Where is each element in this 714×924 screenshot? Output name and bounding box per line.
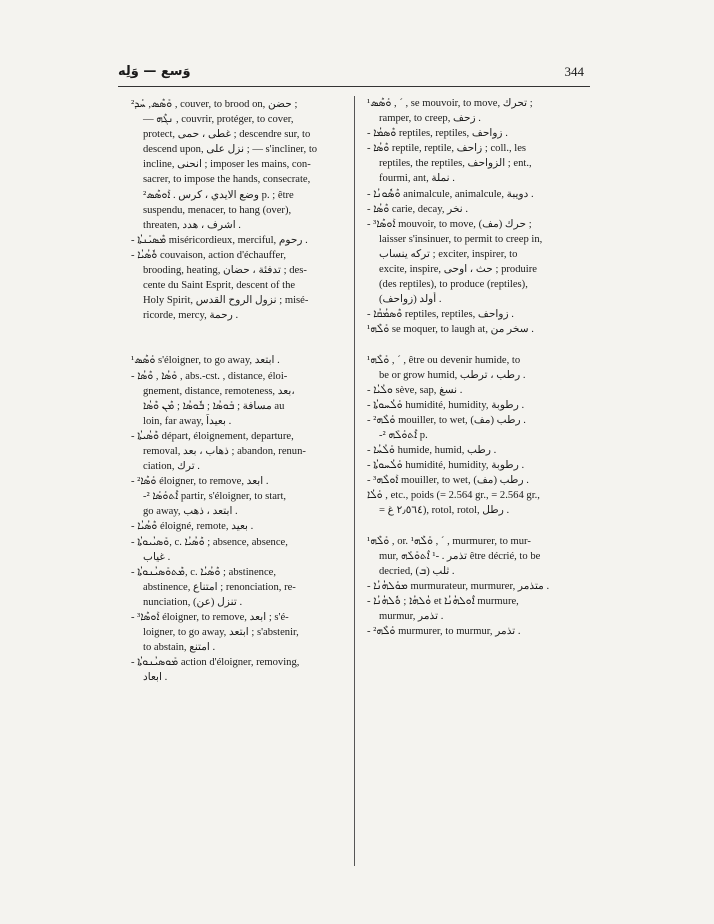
dictionary-entry xyxy=(367,534,581,579)
entry-line: - ³ܐܰܘܣܶܐ éloigner, to remove, ابعد ; s'é- xyxy=(131,612,289,623)
entry-line: mur, تذمر . -¹ ܐܶܬܘܰܠܰܗ être décrié, to be xyxy=(379,550,541,562)
entry-line: - ܘܰܠܳܚܳܐ humide, humid, رطب . xyxy=(367,445,497,457)
entry-line: ciation, ترك . xyxy=(143,461,200,473)
dictionary-entry xyxy=(367,217,581,308)
dictionary-entry xyxy=(367,443,581,458)
left-column xyxy=(131,97,346,685)
entry-line: -² ܐܶܬܘܰܠܰܗ p. xyxy=(379,429,428,441)
entry-line: ܘܰܠܳܐ , etc., poids (= 2.564 gr., = 2.564 gr., xyxy=(367,490,540,502)
entry-line: ابعاد . xyxy=(143,672,168,684)
entry-line: threaten, اشرف ، هدد . xyxy=(143,219,241,231)
entry-line: protect, غطى ، حمى ; descendre sur, to xyxy=(143,129,311,141)
entry-line: - ܘܶܣܳܐ reptile, reptile, زاحف ; coll., les xyxy=(367,143,527,155)
entry-line: = ٢٫٥٦٤ غ), rotol, rotol, رطل . xyxy=(379,505,510,517)
entry-line: - ܘܶܣܽܘܢܳܐ animalcule, animalcule, دويبة . xyxy=(367,188,534,200)
entry-line: - ܘܰܣܳܐ , ܘܶܣܳܐ , abs.-cst. , distance, éloi- xyxy=(131,370,288,382)
entry-gap xyxy=(367,519,581,534)
dictionary-entry xyxy=(367,307,581,322)
dictionary-entry xyxy=(131,519,346,534)
column-divider xyxy=(354,96,355,866)
entry-line: ²ܘܰܣܶܣ, ܚܰܕ , couver, to brood on, حضن ; xyxy=(131,99,298,110)
entry-line: ¹ܘܰܣܶܣ , ˊ , se mouvoir, to move, تحرك ; xyxy=(367,98,533,109)
dictionary-entry xyxy=(367,202,581,217)
dictionary-entry xyxy=(367,322,581,337)
entry-line: go away, ابتعد ، ذهب . xyxy=(143,506,238,518)
dictionary-entry xyxy=(367,187,581,202)
entry-line: loin, far away, بعيداً . xyxy=(143,415,232,427)
entry-line: -² ܐܶܬܘܰܣܰܐ partir, s'éloigner, to start, xyxy=(143,491,287,503)
entry-line: أولد (زواحف) . xyxy=(379,294,442,306)
dictionary-entry xyxy=(131,535,346,565)
dictionary-entry xyxy=(131,474,346,519)
entry-gap xyxy=(131,338,346,353)
dictionary-entry xyxy=(131,369,346,429)
entry-line: ¹ܘܰܠܶܗ , or. ¹ܘܰܠܶܗ , ˊ , murmurer, to mur- xyxy=(367,535,531,547)
dictionary-entry xyxy=(367,353,581,383)
entry-line: to abstain, امتنع . xyxy=(143,642,216,654)
entry-line: decried, (ܒ) ثلب . xyxy=(379,565,455,577)
dictionary-entry xyxy=(131,610,346,655)
dictionary-entry xyxy=(367,413,581,443)
entry-line: brooding, heating, تدفئة ، حضان ; des- xyxy=(143,265,307,277)
entry-line: - ܘܰܠܳܚܘܬܳܐ humidité, humidity, رطوبة . xyxy=(367,460,525,472)
dictionary-entry xyxy=(131,248,346,323)
entry-line: be or grow humid, رطب ، ترطب . xyxy=(379,369,526,381)
entry-gap xyxy=(367,338,581,353)
entry-line: ¹ܘܰܠܶܗ se moquer, to laugh at, سخر من . xyxy=(367,324,534,336)
entry-line: - ܘܽܣܳܝܳܐ couvaison, action d'échauffer, xyxy=(131,249,286,261)
entry-line: ramper, to creep, زحف . xyxy=(379,113,481,125)
entry-line: - ܡܶܬܘܰܣܝܳܢܘܬܳܐ, c. ܘܶܣܳܝܳܐ ; abstinence, xyxy=(131,566,277,578)
entry-line: fourmi, ant, نملة . xyxy=(379,173,455,185)
entry-line: (des reptiles), to produce (reptiles), xyxy=(379,279,528,291)
dictionary-entry xyxy=(367,473,581,488)
dictionary-entry xyxy=(367,594,581,624)
entry-line: gnement, distance, remoteness, بعد، xyxy=(143,385,295,397)
entry-line: - ²ܘܰܣܶܐ éloigner, to remove, ابعد . xyxy=(131,476,269,488)
dictionary-entry xyxy=(367,458,581,473)
entry-line: - ܘܠܳܝܳܐ sève, sap, نسغ . xyxy=(367,384,463,396)
entry-line: — ܢܓܶܗ , couvrir, protéger, to cover, xyxy=(143,114,294,126)
entry-line: abstinence, امتناع ; renonciation, re- xyxy=(143,581,296,593)
right-column xyxy=(367,96,581,639)
entry-line: laisser s'insinuer, to permit to creep in, xyxy=(379,233,543,245)
entry-line: suspendu, menacer, to hang (over), xyxy=(143,204,292,216)
entry-line: sacrer, to impose the hands, consecrate, xyxy=(143,174,311,186)
entry-line: excite, inspire, حث ، اوحى ; produire xyxy=(379,264,537,276)
entry-line: - ܘܰܠܳܚܘܬܳܐ humidité, humidity, رطوبة . xyxy=(367,399,525,411)
entry-line: ricorde, mercy, رحمة . xyxy=(143,310,239,322)
entry-line: removal, ذهاب ، بعد ; abandon, renun- xyxy=(143,445,306,457)
page-number: 344 xyxy=(564,64,584,79)
header-rule xyxy=(118,86,590,87)
entry-line: descend upon, نزل على ; — s'incliner, to xyxy=(143,144,318,156)
page-header xyxy=(118,62,588,82)
entry-line: - ܘܳܠܗܳܐ ; ܘܽܠܗܳܢܳܐ et ܐܶܘܠܗܳܢܳܐ murmure, xyxy=(367,595,519,607)
entry-line: - ܡܶܣܝܰܢܬܳܐ miséricordieux, merciful, رحوم . xyxy=(131,234,308,246)
entry-line: incline, انحنى ; imposer les mains, con- xyxy=(143,159,311,171)
entry-line: - ܡܘܰܠܗܳܢܳܐ murmurateur, murmurer, متذمر . xyxy=(367,580,550,592)
entry-line: مسافة ; ܒܰܘܣܳܐ ; ܒܽܘܣܳܐ ; ܡܶܢ ܘܶܣܳܐ au xyxy=(143,400,285,412)
dictionary-entry xyxy=(131,233,346,248)
entry-line: - ²ܘܰܠܶܗ murmurer, to murmur, تذمر . xyxy=(367,626,521,638)
entry-line: loigner, to go away, ابتعد ; s'abstenir, xyxy=(143,627,299,639)
dictionary-entry xyxy=(367,624,581,639)
entry-line: غياب . xyxy=(143,551,171,563)
entry-line: - ³ܐܰܘܣܶܐ mouvoir, to move, حرك (مف) ; xyxy=(367,218,532,230)
entry-line: - ܘܶܣܳܐ carie, decay, نخر . xyxy=(367,203,469,215)
entry-line: ¹ܘܰܠܶܗ , ˊ , être ou devenir humide, to xyxy=(367,354,521,366)
entry-line: reptiles, the reptiles, الزواحف ; ent., xyxy=(379,158,532,170)
dictionary-entry xyxy=(131,97,346,233)
entry-line: وضع الايدي ، كرس . ܐܰܘܣܶܣ² p. ; être xyxy=(143,189,294,201)
entry-line: - ܡܰܘܣܝܳܢܘܬܳܐ action d'éloigner, removing, xyxy=(131,657,300,669)
running-head: وَسع — وَلِه xyxy=(118,64,191,79)
entry-line: - ܘܶܣܳܝܬܳܐ départ, éloignement, departure, xyxy=(131,430,294,442)
entry-line: - ܘܶܣܳܝܳܐ éloigné, remote, بعيد . xyxy=(131,521,254,533)
dictionary-entry xyxy=(367,141,581,186)
entry-line: - ²ܘܰܠܶܗ mouiller, to wet, رطب (مف) . xyxy=(367,414,526,426)
entry-gap xyxy=(131,323,346,338)
dictionary-entry xyxy=(367,383,581,398)
entry-line: - ܘܰܣܝܳܝܘܬܳܐ, c. ܘܶܣܳܝܳܐ ; absence, absence, xyxy=(131,536,288,548)
dictionary-entry xyxy=(367,96,581,126)
entry-line: nunciation, تنزل (عن) . xyxy=(143,596,243,608)
entry-line: - ³ܐܰܘܠܶܗ mouiller, to wet, رطب (مف) . xyxy=(367,475,529,487)
dictionary-entry xyxy=(367,126,581,141)
dictionary-entry xyxy=(367,579,581,594)
dictionary-entry xyxy=(367,488,581,518)
entry-line: - ܘܶܣܡܳܐ reptiles, reptiles, زواحف . xyxy=(367,128,508,140)
dictionary-entry xyxy=(131,429,346,474)
dictionary-entry xyxy=(131,353,346,368)
entry-line: cente du Saint Esprit, descent of the xyxy=(143,280,296,292)
dictionary-entry xyxy=(131,565,346,610)
entry-line: ¹ܘܰܣܶܣ s'éloigner, to go away, ابتعد . xyxy=(131,355,280,367)
entry-line: murmur, تذمر . xyxy=(379,611,444,622)
entry-line: تركه ينساب ; exciter, inspirer, to xyxy=(379,248,518,260)
entry-line: - ܘܶܣܡܳܩܳܐ reptiles, reptiles, زواحف . xyxy=(367,309,514,321)
dictionary-entry xyxy=(367,398,581,413)
dictionary-entry xyxy=(131,655,346,685)
entry-line: Holy Spirit, نزول الروح القدس ; misé- xyxy=(143,295,309,307)
